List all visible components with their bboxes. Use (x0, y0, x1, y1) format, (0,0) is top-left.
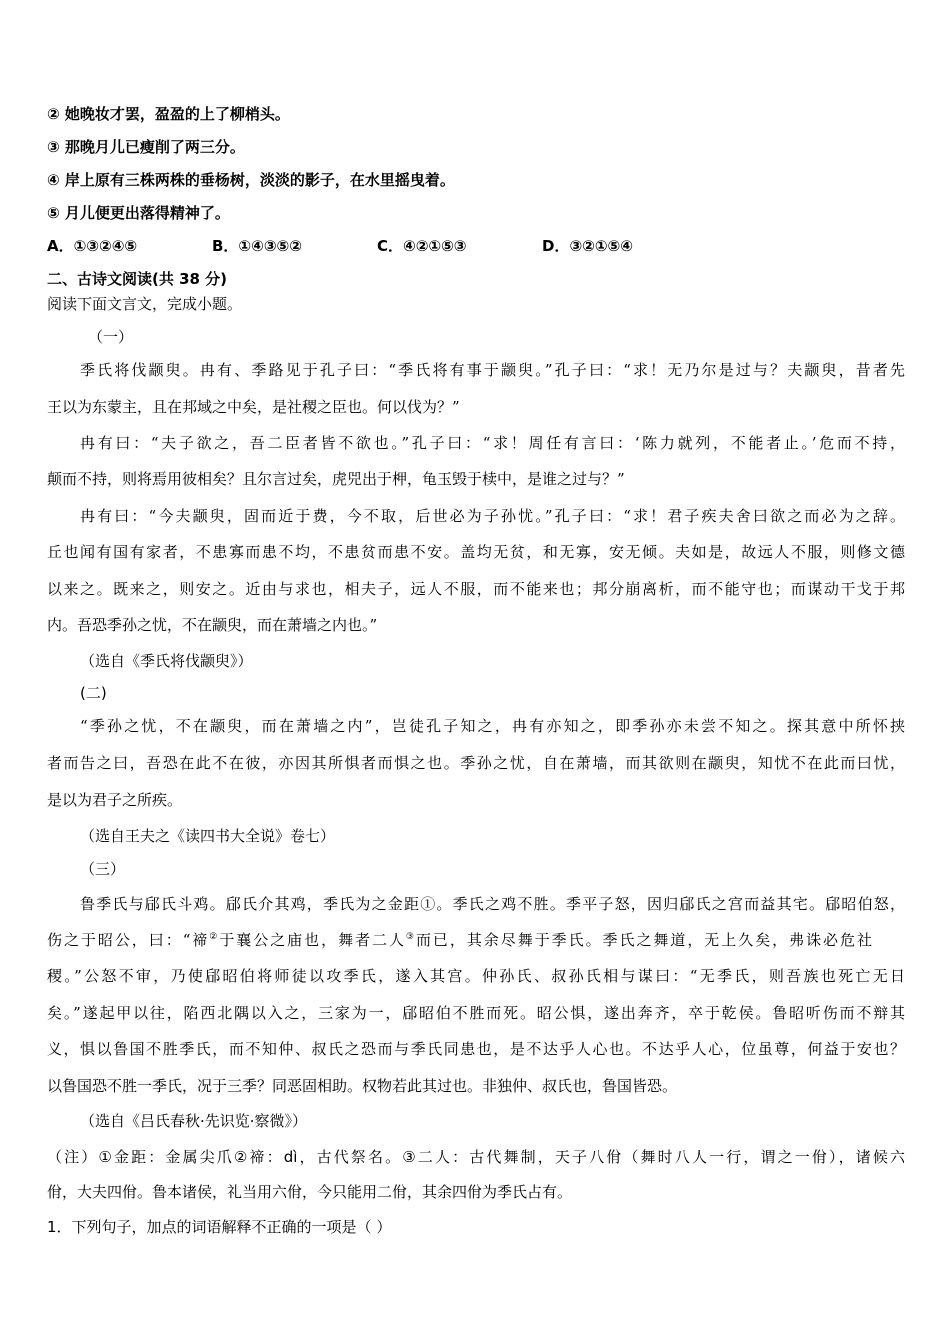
sentence-4: ④ 岸上原有三株两株的垂杨树，淡淡的影子，在水里摇曳着。 (47, 171, 455, 189)
notes-line2: 佾，大夫四佾。鲁本诸侯，礼当用六佾，今只能用二佾，其余四佾为季氏占有。 (47, 1183, 573, 1201)
sentence-5: ⑤ 月儿便更出落得精神了。 (47, 204, 230, 222)
option-d: D．③②①⑤④ (542, 237, 633, 255)
option-a: A．①③②④⑤ (47, 237, 138, 255)
passage2-line3: 是以为君子之所疾。 (47, 791, 183, 809)
passage1-p3-line1: 冉有曰：“今夫颛臾，固而近于费，今不取，后世必为子孙忧。”孔子曰：“求！君子疾夫舍曰欲之而必为之辞。 (80, 507, 905, 525)
section-heading: 二、古诗文阅读(共 38 分) (47, 270, 228, 288)
question-1: 1．下列句子，加点的词语解释不正确的一项是（ ） (47, 1218, 392, 1236)
passage2-line2: 者而告之曰，吾恐在此不在彼，亦因其所惧者而惧之也。季孙之忧，自在萧墙，而其欲则在颛臾，知忧不在此而曰忧， (47, 754, 905, 772)
sentence-3: ③ 那晚月儿已瘦削了两三分。 (47, 138, 245, 156)
passage1-source: （选自《季氏将伐颛臾》） (80, 652, 253, 670)
passage1-p3-line2: 丘也闻有国有家者，不患寡而患不均，不患贫而患不安。盖均无贫，和无寡，安无倾。夫如是，故远人不服，则修文德 (47, 543, 905, 561)
passage1-p2-line1: 冉有曰：“夫子欲之，吾二臣者皆不欲也。”孔子曰：“求！周任有言曰：‘陈力就列，不能者止。’危而不持， (80, 434, 905, 452)
passage3-line2-c: 而已，其余尽舞于季氏。季氏之舞道，无上久矣，弗诛必危社 (415, 931, 872, 949)
passage3-line6: 以鲁国恐不胜一季氏，况于三季？同恶固相助。权物若此其过也。非独仲、叔氏也，鲁国皆恐。 (47, 1077, 678, 1095)
passage1-label: （一） (88, 328, 134, 346)
passage3-source: （选自《吕氏春秋·先识览·察微》） (80, 1112, 308, 1130)
option-c: C．④②①⑤③ (377, 237, 467, 255)
passage1-p3-line3: 以来之。既来之，则安之。近由与求也，相夫子，远人不服，而不能来也；邦分崩离析，而不能守也；而谋动干戈于邦 (47, 580, 905, 598)
footnote-marker-2: ② (209, 932, 220, 942)
passage3-label: （三） (80, 860, 126, 878)
option-b: B．①④③⑤② (212, 237, 302, 255)
passage1-p1-line2: 王以为东蒙主，且在邦域之中矣，是社稷之臣也。何以伐为？” (47, 398, 460, 416)
passage3-line2-b: 于襄公之庙也，舞者二人 (219, 931, 406, 949)
passage3-line4: 矣。”遂起甲以往，陷西北隅以入之，三家为一，郈昭伯不胜而死。昭公惧，遂出奔齐，卒于乾侯。鲁昭听伤而不辩其 (47, 1004, 905, 1022)
passage2-label: (二) (80, 684, 107, 702)
section-instruction: 阅读下面文言文，完成小题。 (47, 295, 243, 313)
passage3-line5: 义，惧以鲁国不胜季氏，而不知仲、叔氏之恐而与季氏同患也，是不达乎人心也。不达乎人心，位虽尊，何益于安也？ (47, 1040, 905, 1058)
sentence-2: ② 她晚妆才罢，盈盈的上了柳梢头。 (47, 105, 290, 123)
footnote-marker-3: ③ (405, 932, 416, 942)
passage3-line1: 鲁季氏与郈氏斗鸡。郈氏介其鸡，季氏为之金距①。季氏之鸡不胜。季平子怒，因归郈氏之宫而益其宅。郈昭伯怒， (80, 895, 905, 913)
passage3-line3: 稷。”公怒不审，乃使郈昭伯将师徒以攻季氏，遂入其宫。仲孙氏、叔孙氏相与谋曰：“无季氏，则吾族也死亡无日 (47, 967, 905, 985)
notes-line1: （注）①金距：金属尖爪②禘：dì，古代祭名。③二人：古代舞制，天子八佾（舞时八人一行，谓之一佾），诸候六 (47, 1148, 905, 1166)
passage3-line2 (47, 930, 872, 950)
passage1-p3-line4: 内。吾恐季孙之忧，不在颛臾，而在萧墙之内也。” (47, 616, 378, 634)
passage2-source: （选自王夫之《读四书大全说》卷七） (80, 827, 336, 845)
passage3-line2-a: 伤之于昭公，曰：“禘 (47, 931, 210, 949)
options-row (0, 236, 950, 256)
passage1-p2-line2: 颠而不持，则将焉用彼相矣？且尔言过矣，虎兕出于柙，龟玉毁于椟中，是谁之过与？” (47, 470, 625, 488)
passage1-p1-line1: 季氏将伐颛臾。冉有、季路见于孔子曰：“季氏将有事于颛臾。”孔子曰：“求！无乃尔是过与？夫颛臾，昔者先 (80, 361, 905, 379)
passage2-line1: “季孙之忧，不在颛臾，而在萧墙之内”，岂徒孔子知之，冉有亦知之，即季孙亦未尝不知之。探其意中所怀挟 (80, 717, 905, 735)
